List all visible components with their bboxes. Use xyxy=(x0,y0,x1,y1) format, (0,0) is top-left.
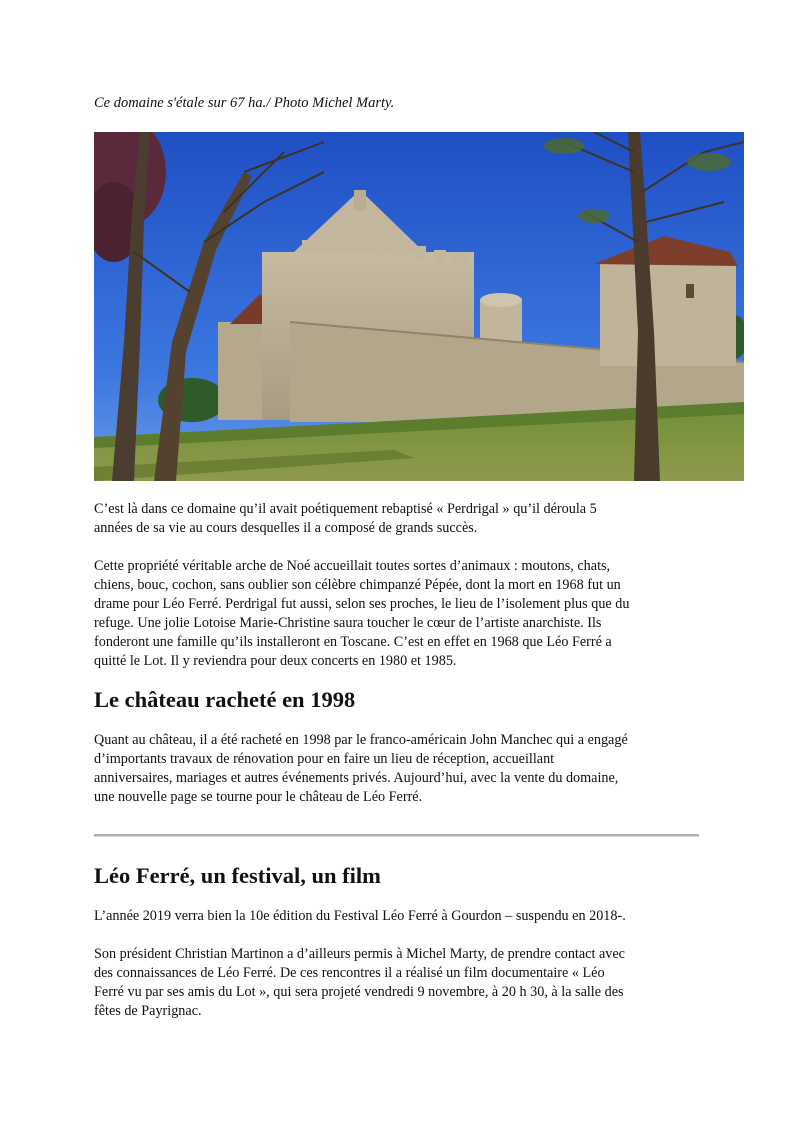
text-line: des connaissances de Léo Ferré. De ces rencontres il a réalisé un film documentaire « Léo xyxy=(94,965,605,981)
text-line: Ferré vu par ses amis du Lot », qui sera projeté vendredi 9 novembre, à 20 h 30, à la salle des xyxy=(94,984,624,1000)
text-line: Son président Christian Martinon a d’ailleurs permis à Michel Marty, de prendre contact avec xyxy=(94,946,625,962)
section-heading-chateau: Le château racheté en 1998 xyxy=(94,687,356,712)
paragraph-film xyxy=(94,945,706,1021)
section-heading-festival: Léo Ferré, un festival, un film xyxy=(94,863,381,888)
text-line: Cette propriété véritable arche de Noé accueillait toutes sortes d’animaux : moutons, chats, xyxy=(94,558,611,574)
photo-caption: Ce domaine s'étale sur 67 ha./ Photo Michel Marty. xyxy=(94,95,395,111)
text-line: une nouvelle page se tourne pour le château de Léo Ferré. xyxy=(94,789,423,805)
text-line: d’importants travaux de rénovation pour en faire un lieu de réception, accueillant xyxy=(94,751,555,767)
text-line: quitté le Lot. Il y reviendra pour deux concerts en 1980 et 1985. xyxy=(94,653,457,669)
text-line: Quant au château, il a été racheté en 1998 par le franco-américain John Manchec qui a engagé xyxy=(94,732,628,748)
paragraph-chateau xyxy=(94,731,706,807)
text-line: refuge. Une jolie Lotoise Marie-Christine saura toucher le cœur de l’artiste anarchiste. Ils xyxy=(94,615,602,631)
text-line: années de sa vie au cours desquelles il a composé de grands succès. xyxy=(94,520,478,536)
paragraph-perdrigal xyxy=(94,500,706,538)
text-line: fêtes de Payrignac. xyxy=(94,1003,202,1019)
text-line: C’est là dans ce domaine qu’il avait poétiquement rebaptisé « Perdrigal » qu’il déroula 5 xyxy=(94,501,597,517)
text-line: fonderont une famille qu’ils installeront en Toscane. C’est en effet en 1968 que Léo Ferré a xyxy=(94,634,612,650)
paragraph-festival xyxy=(94,907,706,926)
section-divider xyxy=(94,834,699,837)
text-line: chiens, bouc, cochon, sans oublier son célèbre chimpanzé Pépée, dont la mort en 1968 fut un xyxy=(94,577,621,593)
chateau-photo xyxy=(94,132,744,481)
text-line: anniversaires, mariages et autres événements privés. Aujourd’hui, avec la vente du domaine, xyxy=(94,770,619,786)
text-line: drame pour Léo Ferré. Perdrigal fut aussi, selon ses proches, le lieu de l’isolement plus que du xyxy=(94,596,630,612)
text-line: L’année 2019 verra bien la 10e édition du Festival Léo Ferré à Gourdon – suspendu en 2018-. xyxy=(94,908,626,924)
paragraph-animals xyxy=(94,557,706,671)
